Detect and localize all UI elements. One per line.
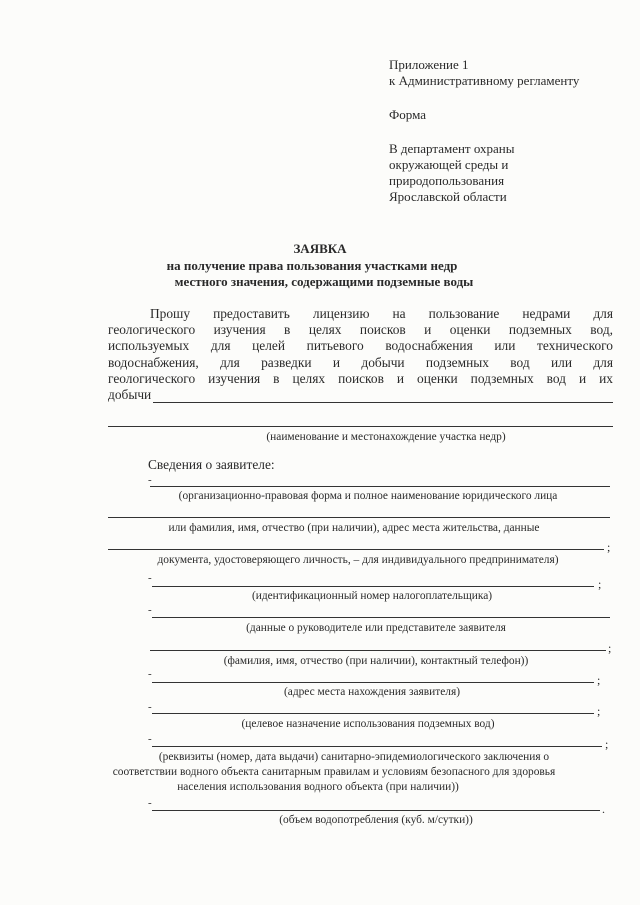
purpose-field[interactable] [152,713,594,714]
dash-mark: - [148,474,152,486]
paragraph-line: используемых для целей питьевого водоснабжения или технического [108,338,613,354]
dash-mark: - [148,572,152,584]
contact-field[interactable] [150,650,606,651]
semicolon-mark: ; [608,641,612,655]
sanitary-caption: населения использования водного объекта (при наличии)) [177,781,459,793]
head-field[interactable] [152,617,610,618]
dash-mark: - [148,701,152,713]
person-field[interactable] [108,517,610,518]
applicant-heading: Сведения о заявителе: [148,457,275,472]
title-line-2: местного значения, содержащими подземные воды [174,274,474,289]
paragraph-last-line [108,387,613,403]
addressee-line: В департамент охраны [389,141,515,156]
paragraph-line: геологического изучения в целях поисков и оценки подземных вод и их [108,370,613,386]
document-field[interactable] [108,549,604,550]
semicolon-mark: ; [597,673,601,687]
form-label: Форма [389,107,426,122]
inn-caption: (идентификационный номер налогоплательщика) [251,590,493,602]
site-name-field[interactable] [153,390,613,403]
sanitary-field[interactable] [152,746,602,747]
sanitary-caption: (реквизиты (номер, дата выдачи) санитарно-эпидемиологического заключения о [158,751,550,763]
request-paragraph [108,306,613,403]
dash-mark: - [148,668,152,680]
purpose-caption: (целевое назначение использования подземных вод) [241,718,495,730]
org-field[interactable] [150,486,610,487]
addressee-line: окружающей среды и [389,157,509,172]
dash-mark: - [148,733,152,745]
paragraph-line: водоснабжения, для разведки и добычи подземных вод или для [108,354,613,370]
volume-caption: (объем водопотребления (куб. м/сутки)) [279,814,473,826]
semicolon-mark: ; [597,704,601,718]
dash-mark: - [148,604,152,616]
appendix-label: Приложение 1 [389,57,469,72]
addressee-line: природопользования [389,173,505,188]
regulation-label: к Административному регламенту [389,73,580,88]
volume-field[interactable] [152,810,600,811]
header-block [389,57,629,205]
head-caption: (данные о руководителе или представителе заявителя [246,622,506,634]
paragraph-line: Прошу предоставить лицензию на пользование недрами для [150,306,613,321]
addressee-line: Ярославской области [389,189,507,204]
paragraph-line: добычи [108,387,152,403]
sanitary-caption: соответствии водного объекта санитарным правилам и условиям безопасного для здоровья [112,766,556,778]
document-caption: документа, удостоверяющего личность, – для индивидуального предпринимателя) [157,554,559,566]
address-field[interactable] [152,682,594,683]
contact-caption: (фамилия, имя, отчество (при наличии), контактный телефон)) [223,655,529,667]
person-caption: или фамилия, имя, отчество (при наличии), адрес места жительства, данные [168,522,540,534]
paragraph-line: геологического изучения в целях поисков и оценки подземных вод, [108,322,613,338]
address-caption: (адрес места нахождения заявителя) [283,686,461,698]
org-caption: (организационно-правовая форма и полное наименование юридического лица [178,490,558,502]
inn-field[interactable] [152,586,594,587]
semicolon-mark: ; [607,540,611,554]
semicolon-mark: ; [598,577,602,591]
semicolon-mark: ; [605,737,609,751]
site-name-field-line[interactable] [108,426,613,427]
document-title: ЗАЯВКА [293,241,347,256]
period-mark: . [602,802,605,816]
site-caption: (наименование и местонахождение участка недр) [266,431,506,443]
title-line-1: на получение права пользования участками недр [166,258,458,273]
dash-mark: - [148,797,152,809]
